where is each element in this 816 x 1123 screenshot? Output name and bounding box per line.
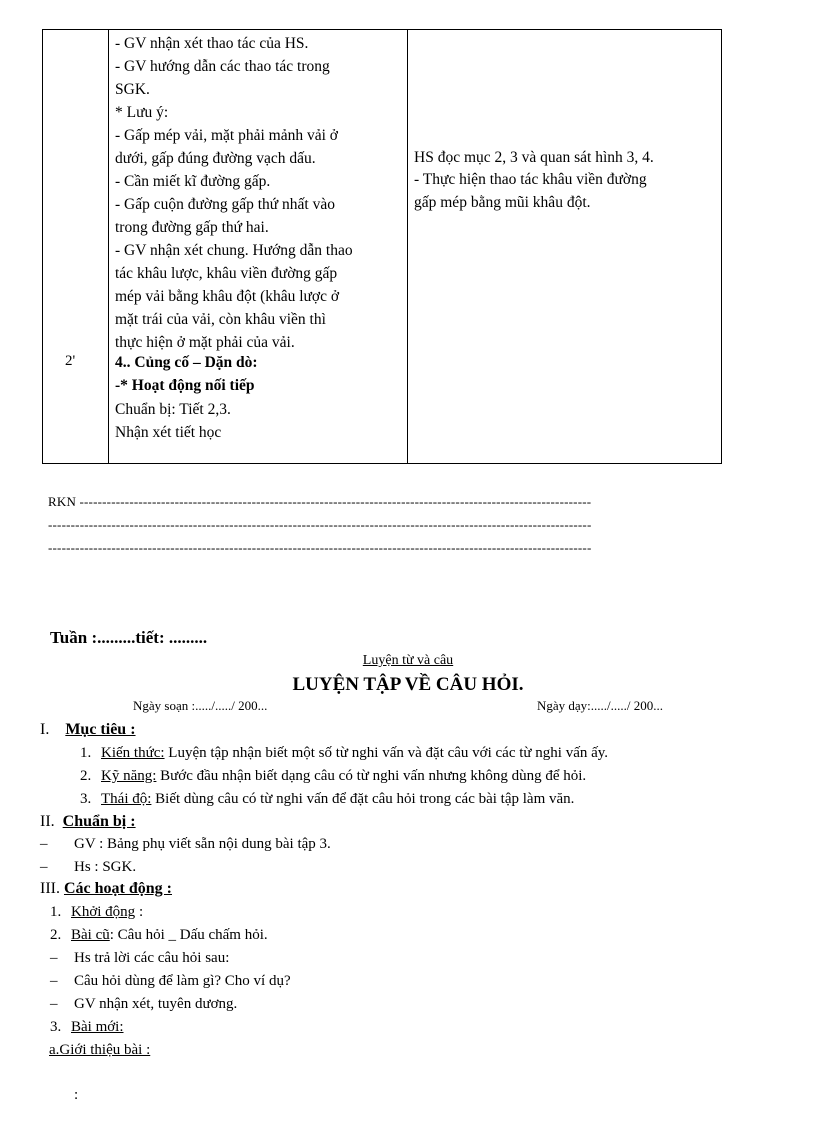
- step-num: 1.: [50, 904, 62, 920]
- step-label: Bài mới:: [71, 1019, 124, 1035]
- activity-line: dưới, gấp đúng đường vạch dấu.: [115, 150, 316, 167]
- section4-prep: Chuẩn bị: Tiết 2,3.: [115, 401, 231, 418]
- activity-dash-item: [50, 996, 237, 1013]
- prep-item: [40, 859, 136, 876]
- section4-activity: -* Hoạt động nối tiếp: [115, 377, 255, 394]
- student-line: gấp mép bằng mũi khâu đột.: [414, 194, 591, 211]
- dash-bullet: –: [50, 973, 58, 989]
- objective-num: 2.: [80, 768, 92, 784]
- student-line: - Thực hiện thao tác khâu viền đường: [414, 171, 647, 188]
- objectives-heading-label: Mục tiêu :: [65, 721, 136, 738]
- activity-step: [50, 904, 143, 921]
- intro-heading: a.Giới thiệu bài :: [49, 1042, 151, 1058]
- dash-item-text: Hs trả lời các câu hỏi sau:: [74, 950, 230, 966]
- objectives-heading-num: I.: [40, 721, 50, 738]
- activity-line: trong đường gấp thứ hai.: [115, 219, 269, 236]
- activity-line: * Lưu ý:: [115, 104, 169, 121]
- activity-line: - GV nhận xét thao tác của HS.: [115, 35, 309, 52]
- prep-heading-num: II.: [40, 813, 55, 830]
- objective-label: Kỹ năng:: [101, 768, 157, 784]
- dash-item-text: GV nhận xét, tuyên dương.: [74, 996, 238, 1012]
- date-prepared: Ngày soạn :...../...../ 200...: [133, 698, 268, 713]
- activities-heading-num: III.: [40, 880, 60, 897]
- subject-label: Luyện từ và câu: [362, 653, 454, 668]
- activity-line: - GV hướng dẫn các thao tác trong: [115, 58, 330, 75]
- prep-heading-label: Chuẩn bị :: [62, 813, 136, 830]
- activity-line: mép vải bằng khâu đột (khâu lược ở: [115, 288, 340, 305]
- rkn-line: ------------------------------------------------------------------------------------------------------------------------: [48, 540, 592, 555]
- objective-label: Kiến thức:: [101, 745, 165, 761]
- prep-item: [40, 836, 331, 853]
- objective-text: Bước đầu nhận biết dạng câu có từ nghi vấn nhưng không dùng để hỏi.: [156, 768, 587, 784]
- dash-bullet: –: [40, 836, 48, 852]
- time-column: [43, 30, 109, 463]
- time-cell: 2': [65, 353, 76, 369]
- activity-line: thực hiện ở mặt phải của vải.: [115, 334, 295, 351]
- activity-dash-item: [50, 973, 291, 990]
- dash-bullet: –: [40, 859, 48, 875]
- objective-item: [80, 745, 608, 762]
- activity-step: [50, 927, 268, 944]
- activity-line: - Gấp cuộn đường gấp thứ nhất vào: [115, 196, 335, 213]
- objective-label: Thái độ:: [101, 791, 152, 807]
- week-line: Tuần :.........tiết: .........: [50, 628, 208, 647]
- activity-line: mặt trái của vải, còn khâu viền thì: [115, 311, 326, 328]
- prep-item-text: GV : Bảng phụ viết sẵn nội dung bài tập 3.: [74, 836, 331, 852]
- objective-text: Luyện tập nhận biết một số từ nghi vấn và đặt câu với các từ nghi vấn ấy.: [164, 745, 609, 761]
- objectives-heading: [40, 721, 136, 739]
- section4-title: 4.. Củng cố – Dặn dò:: [115, 354, 258, 371]
- lesson-table: [42, 29, 722, 464]
- step-label: Bài cũ: [71, 927, 110, 943]
- prep-heading: [40, 813, 136, 831]
- objective-num: 3.: [80, 791, 92, 807]
- dash-bullet: –: [50, 996, 58, 1012]
- activity-line: tác khâu lược, khâu viền đường gấp: [115, 265, 338, 282]
- rkn-line: RKN -----------------------------------------------------------------------------------------------------------------: [48, 494, 592, 509]
- trailing-colon: :: [74, 1087, 79, 1103]
- lesson-title: LUYỆN TẬP VỀ CÂU HỎI.: [292, 674, 524, 695]
- step-num: 3.: [50, 1019, 62, 1035]
- objective-text: Biết dùng câu có từ nghi vấn để đặt câu hỏi trong các bài tập làm văn.: [151, 791, 575, 807]
- activities-heading-label: Các hoạt động :: [63, 880, 172, 897]
- step-text: : Câu hỏi _ Dấu chấm hỏi.: [109, 927, 268, 943]
- activity-line: SGK.: [115, 81, 150, 98]
- prep-item-text: Hs : SGK.: [74, 859, 137, 875]
- activity-line: - Cần miết kĩ đường gấp.: [115, 173, 271, 190]
- student-activity-column: [408, 30, 721, 463]
- dash-bullet: –: [50, 950, 58, 966]
- teacher-activity-column: [109, 30, 408, 463]
- objective-item: [80, 791, 574, 808]
- activity-step: [50, 1019, 124, 1036]
- step-label: Khởi động: [71, 904, 136, 920]
- activity-line: - GV nhận xét chung. Hướng dẫn thao: [115, 242, 353, 259]
- activities-heading: [40, 880, 172, 898]
- section4-review: Nhận xét tiết học: [115, 424, 222, 441]
- activity-dash-item: [50, 950, 229, 967]
- date-taught: Ngày dạy:...../...../ 200...: [537, 698, 664, 713]
- step-text: :: [135, 904, 144, 920]
- student-line: HS đọc mục 2, 3 và quan sát hình 3, 4.: [414, 149, 654, 166]
- rkn-line: ------------------------------------------------------------------------------------------------------------------------: [48, 517, 592, 532]
- objective-item: [80, 768, 586, 785]
- dash-item-text: Câu hỏi dùng để làm gì? Cho ví dụ?: [74, 973, 291, 989]
- objective-num: 1.: [80, 745, 92, 761]
- activity-line: - Gấp mép vải, mặt phải mảnh vải ở: [115, 127, 338, 144]
- step-num: 2.: [50, 927, 62, 943]
